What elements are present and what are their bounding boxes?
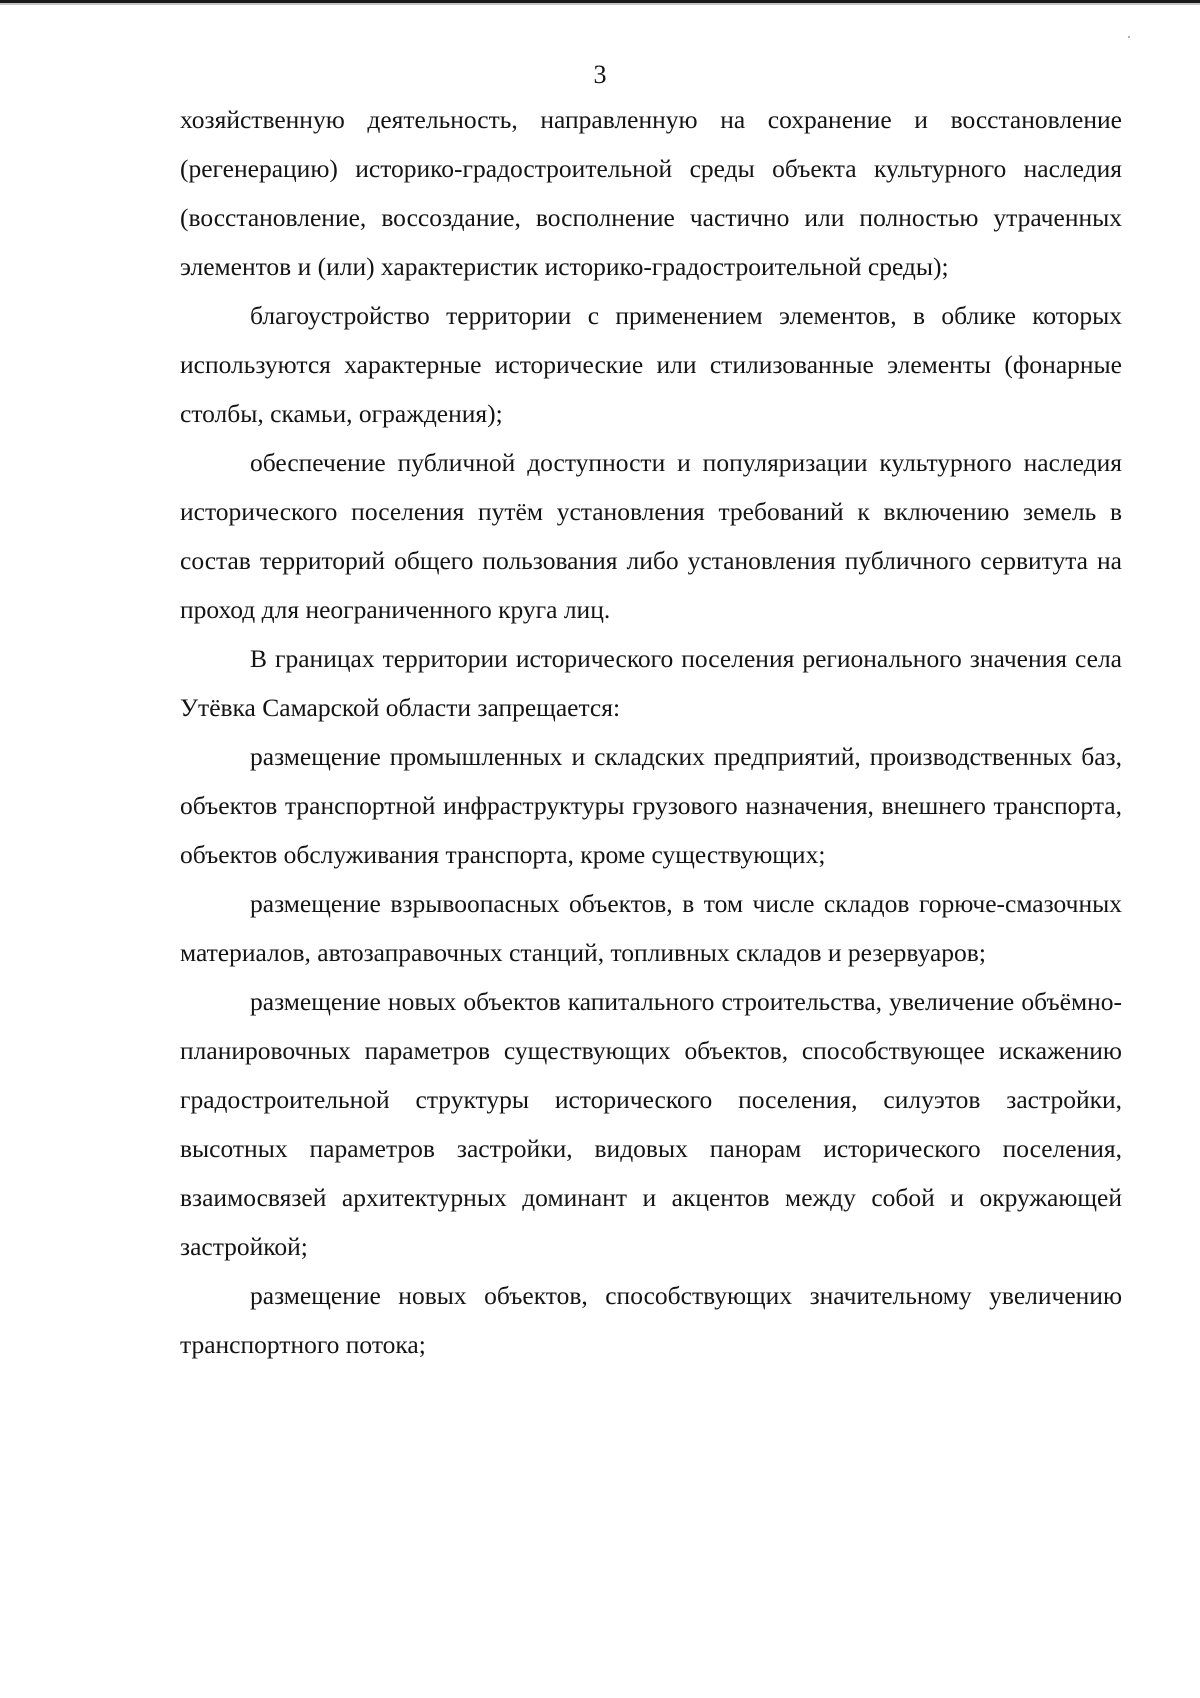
scan-top-edge-shadow [0, 3, 1200, 5]
paragraph-construction-ban: размещение новых объектов капитального строительства, увеличение объёмно-планировочных параметров существующих объектов, способствующее искажению градостроительной структуры исторического поселения, силуэтов застройки, высотных параметров застройки, видовых панорам исторического поселения, взаимосвязей архитектурных доминант и акцентов между собой и окружающей застройкой; [180, 987, 1122, 1261]
paragraph-prohibitions-intro: В границах территории исторического поселения регионального значения села Утёвка Самарской области запрещается: [180, 644, 1122, 722]
document-body [180, 95, 1122, 1369]
paragraph-explosive-ban: размещение взрывоопасных объектов, в том числе складов горюче-смазочных материалов, автозаправочных станций, топливных складов и резервуаров; [180, 889, 1122, 967]
paragraph-public-access: обеспечение публичной доступности и популяризации культурного наследия исторического поселения путём установления требований к включению земель в состав территорий общего пользования либо установления публичного сервитута на проход для неограниченного круга лиц. [180, 448, 1122, 624]
page-number: 3 [593, 60, 607, 89]
paragraph-landscaping: благоустройство территории с применением элементов, в облике которых используются характерные исторические или стилизованные элементы (фонарные столбы, скамьи, ограждения); [180, 301, 1122, 428]
paragraph-heritage-activity: хозяйственную деятельность, направленную на сохранение и восстановление (регенерацию) историко-градостроительной среды объекта культурного наследия (восстановление, воссоздание, восполнение частично или полностью утраченных элементов и (или) характеристик историко-градостроительной среды); [180, 105, 1122, 281]
paragraph-industrial-ban: размещение промышленных и складских предприятий, производственных баз, объектов транспортной инфраструктуры грузового назначения, внешнего транспорта, объектов обслуживания транспорта, кроме существующих; [180, 742, 1122, 869]
paragraph-traffic-ban: размещение новых объектов, способствующих значительному увеличению транспортного потока; [180, 1281, 1122, 1359]
scan-speck [1128, 36, 1130, 38]
